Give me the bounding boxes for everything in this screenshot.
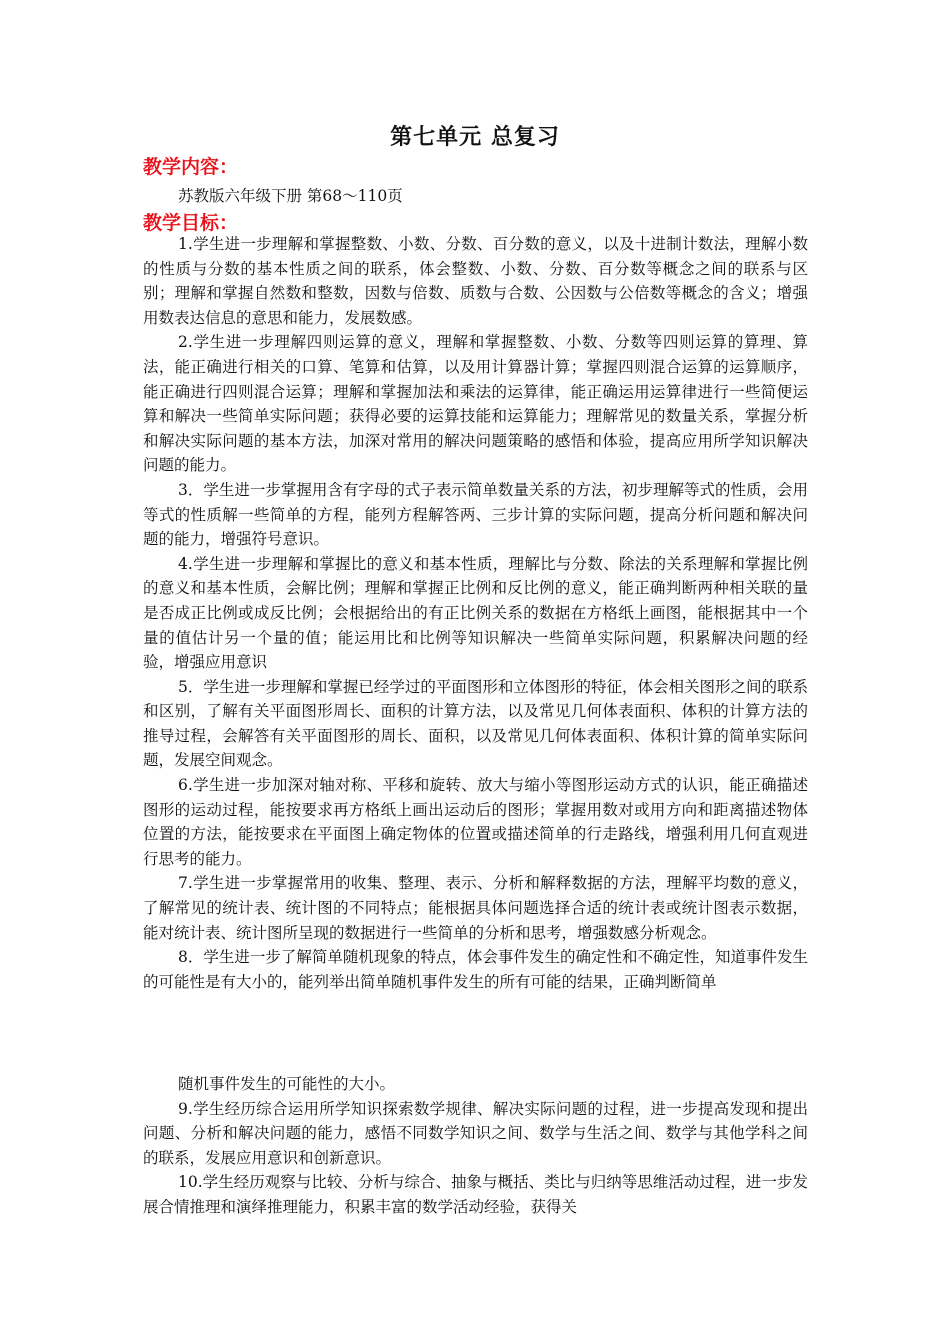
- goals-list-continued: [143, 1072, 808, 1220]
- goal-paragraph: 8．学生进一步了解简单随机现象的特点，体会事件发生的确定性和不确定性，知道事件发生的可能性是有大小的，能列举出简单随机事件发生的所有可能的结果，正确判断简单: [143, 948, 808, 991]
- goal-paragraph: 10.学生经历观察与比较、分析与综合、抽象与概括、类比与归纳等思维活动过程，进一步发展合情推理和演绎推理能力，积累丰富的数学活动经验，获得关: [143, 1173, 808, 1216]
- goal-paragraph: 2.学生进一步理解四则运算的意义，理解和掌握整数、小数、分数等四则运算的算理、算法，能正确进行相关的口算、笔算和估算，以及用计算器计算；掌握四则混合运算的运算顺序，能正确进行四则混合运算；理解和掌握加法和乘法的运算律，能正确运用运算律进行一些简便运算和解决一些简单实际问题；获得必要的运算技能和运算能力；理解常见的数量关系，掌握分析和解决实际问题的基本方法，加深对常用的解决问题策略的感悟和体验，提高应用所学知识解决问题的能力。: [143, 333, 808, 475]
- teaching-content-text: 苏教版六年级下册 第68～110页: [178, 187, 403, 205]
- goal-paragraph: 5．学生进一步理解和掌握已经学过的平面图形和立体图形的特征，体会相关图形之间的联系和区别，了解有关平面图形周长、面积的计算方法，以及常见几何体表面积、体积的计算方法的推导过程，会解答有关平面图形的周长、面积，以及常见几何体表面积、体积计算的简单实际问题，发展空间观念。: [143, 677, 808, 770]
- goal-paragraph: 4.学生进一步理解和掌握比的意义和基本性质，理解比与分数、除法的关系理解和掌握比例的意义和基本性质，会解比例；理解和掌握正比例和反比例的意义，能正确判断两种相关联的量是否成正比例或成反比例；会根据给出的有正比例关系的数据在方格纸上画图，能根据其中一个量的值估计另一个量的值；能运用比和比例等知识解决一些简单实际问题，积累解决问题的经验，增强应用意识: [143, 554, 808, 672]
- teaching-content-heading: 教学内容：: [143, 156, 239, 178]
- teaching-goals-heading: 教学目标：: [143, 212, 239, 234]
- goal-paragraph-continuation: 随机事件发生的可能性的大小。: [178, 1075, 396, 1093]
- goal-paragraph: 9.学生经历综合运用所学知识探索数学规律、解决实际问题的过程，进一步提高发现和提出问题、分析和解决问题的能力，感悟不同数学知识之间、数学与生活之间、数学与其他学科之间的联系，发展应用意识和创新意识。: [143, 1099, 808, 1167]
- goals-list: [143, 232, 808, 994]
- goal-paragraph: 6.学生进一步加深对轴对称、平移和旋转、放大与缩小等图形运动方式的认识，能正确描述图形的运动过程，能按要求再方格纸上画出运动后的图形；掌握用数对或用方向和距离描述物体位置的方法，能按要求在平面图上确定物体的位置或描述简单的行走路线，增强利用几何直观进行思考的能力。: [143, 776, 808, 868]
- goal-paragraph: 7.学生进一步掌握常用的收集、整理、表示、分析和解释数据的方法，理解平均数的意义，了解常见的统计表、统计图的不同特点；能根据具体问题选择合适的统计表或统计图表示数据，能对统计表、统计图所呈现的数据进行一些简单的分析和思考，增强数感分析观念。: [143, 874, 808, 942]
- goal-paragraph: 1.学生进一步理解和掌握整数、小数、分数、百分数的意义，以及十进制计数法，理解小数的性质与分数的基本性质之间的联系，体会整数、小数、分数、百分数等概念之间的联系与区别；理解和掌握自然数和整数，因数与倍数、质数与合数、公因数与公倍数等概念的含义；增强用数表达信息的意思和能力，发展数感。: [143, 235, 808, 327]
- goal-paragraph: 3．学生进一步掌握用含有字母的式子表示简单数量关系的方法，初步理解等式的性质，会用等式的性质解一些简单的方程，能列方程解答两、三步计算的实际问题，提高分析问题和解决问题的能力，增强符号意识。: [143, 480, 808, 549]
- page-title: 第七单元 总复习: [390, 124, 560, 150]
